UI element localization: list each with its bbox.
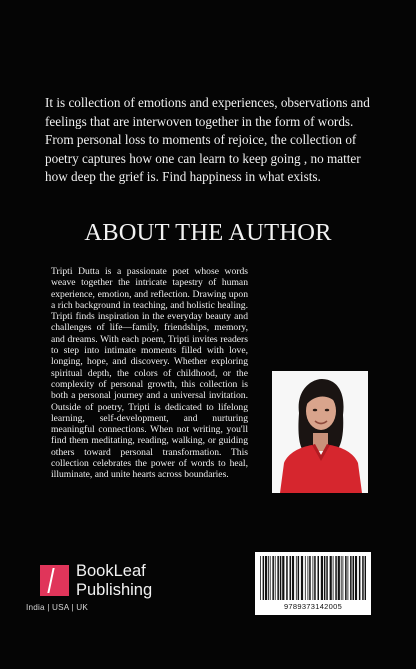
back-cover-blurb: It is collection of emotions and experiences, observations and feelings that are interwoven together in the form of words. From personal loss to moments of rejoice, the collection of poetry captures how one can learn to keep going , no matter how deep the grief is. Find happiness in what exists. [45, 95, 370, 185]
isbn-number: 9789373142005 [283, 602, 343, 611]
publisher-logo [26, 562, 180, 615]
isbn-barcode [255, 552, 371, 615]
author-photo [272, 371, 368, 493]
author-bio: Tripti Dutta is a passionate poet whose words weave together the intricate tapestry of human experience, emotion, and reflection. Drawing upon a rich background in teaching, and holistic healing. Tripti finds inspiration in the everyday beauty and challenges of life—family, friendships, memory, and dreams. With each poem, Tripti invites readers to step into intimate moments filled with love, longing, hope, and discovery. Whether exploring spiritual depth, the colors of childhood, or the complexity of personal growth, this collection is both a personal journey and a universal invitation. Outside of poetry, Tripti is dedicated to lifelong learning, self-development, and nurturing meaningful connections. When not writing, you'll find them meditating, reading, walking, or guiding others toward personal transformation. This collection celebrates the power of words to heal, illuminate, and unite hearts across boundaries. [51, 266, 248, 481]
publisher-name [76, 562, 152, 600]
publisher-logo-mark [40, 565, 69, 596]
barcode-bars [260, 556, 366, 600]
about-author-heading: ABOUT THE AUTHOR [84, 219, 332, 246]
publisher-regions: India | USA | UK [26, 603, 89, 612]
publisher-name-line1: BookLeaf [76, 562, 146, 580]
publisher-name-line2: Publishing [76, 581, 153, 599]
